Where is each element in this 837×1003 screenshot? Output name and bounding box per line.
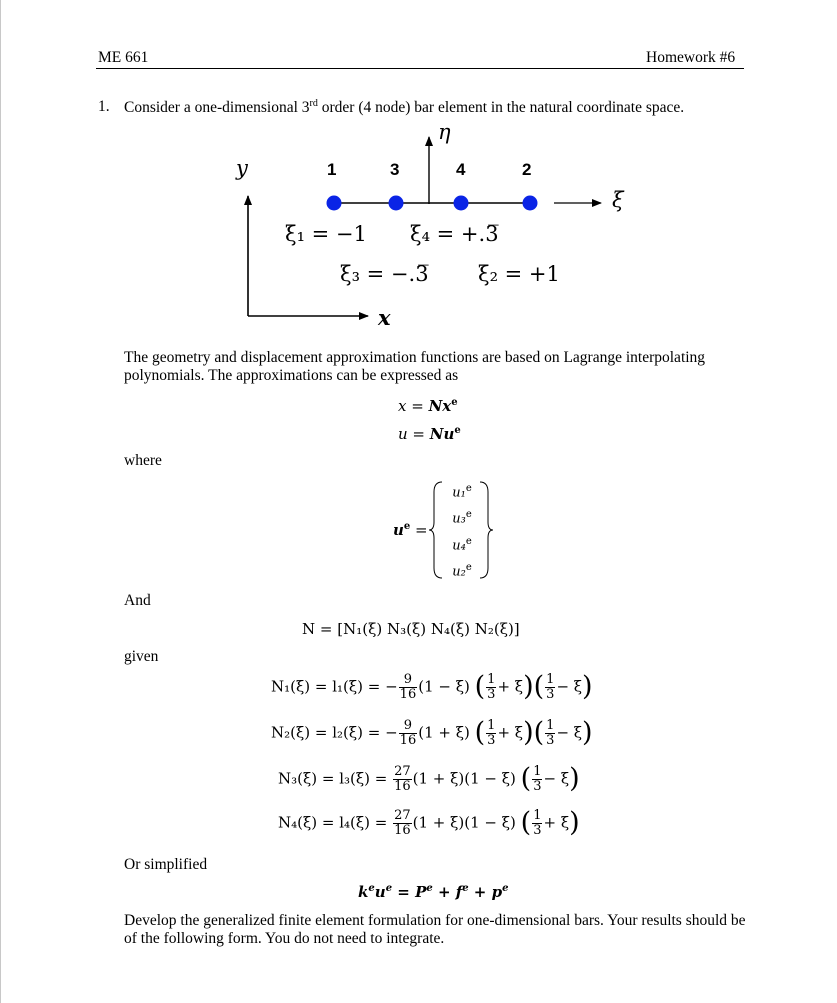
xi2-coord: ξ₂ = +1 [478, 262, 560, 286]
fe-equation: $k^eu^e = P^e + f^e + p^e$ [358, 883, 509, 901]
node-1 [327, 196, 342, 211]
node-1-label: 1 [327, 160, 337, 179]
node-4 [454, 196, 469, 211]
node-4-label: 4 [456, 160, 466, 179]
node-3 [389, 196, 404, 211]
and-label: And [124, 592, 151, 609]
y-axis-label: y [236, 156, 248, 180]
eta-label: η [438, 120, 451, 144]
ue-vector [440, 478, 484, 583]
xi1-coord: ξ₁ = −1 [285, 222, 367, 246]
xi-label: ξ [612, 188, 624, 212]
given-label: given [124, 648, 159, 665]
ue-entry: u₄$^e$ [452, 535, 472, 553]
where-label: where [124, 452, 162, 469]
or-simplified-label: Or simplified [124, 856, 208, 873]
homework-label: Homework #6 [646, 49, 736, 66]
ue-entry: u₃$^e$ [452, 509, 472, 527]
n2-equation: N₂(ξ) = l₂(ξ) = − $\frac{9}{16}$ (1 + ξ) ( $\frac{1}{3}$ + ξ)( $\frac{1}{3}$ − ξ) [271, 717, 593, 748]
xi4-coord: ξ₄ = +.3̅ [410, 222, 499, 246]
node-3-label: 3 [390, 160, 400, 179]
n4-equation: N₄(ξ) = l₄(ξ) = $\frac{27}{16}$ (1 + ξ)(1 − ξ) ( $\frac{1}{3}$ + ξ) [278, 807, 580, 838]
ue-label: $u^e$ = [393, 521, 428, 539]
problem-statement: Consider a one-dimensional 3rd order (4 node) bar element in the natural coordinate space. [124, 98, 685, 117]
shape-function-vector: N = [N₁(ξ) N₃(ξ) N₄(ξ) N₂(ξ)] [302, 620, 520, 638]
geometry-equation: $x = Nx^e$ [398, 397, 458, 415]
problem-number: 1. [98, 98, 110, 115]
course-label: ME 661 [98, 49, 149, 66]
node-2-label: 2 [522, 160, 532, 179]
node-2 [523, 196, 538, 211]
approximation-paragraph: The geometry and displacement approximation functions are based on Lagrange interpolating polynomials. The approximations can be expressed as [124, 349, 706, 384]
displacement-equation: $u = Nu^e$ [398, 425, 461, 443]
ue-entry: u₂$^e$ [452, 561, 472, 580]
final-paragraph: Develop the generalized finite element formulation for one-dimensional bars. Your results should be of the following form. You do not need to integrate. [124, 912, 746, 947]
x-axis-label: x [378, 305, 391, 330]
n3-equation: N₃(ξ) = l₃(ξ) = $\frac{27}{16}$ (1 + ξ)(1 − ξ) ( $\frac{1}{3}$ − ξ) [278, 763, 580, 794]
element-diagram [0, 0, 837, 340]
ue-entry: u₁$^e$ [452, 483, 472, 501]
xi3-coord: ξ₃ = −.3̅ [340, 262, 429, 286]
n1-equation: N₁(ξ) = l₁(ξ) = − $\frac{9}{16}$ (1 − ξ) ( $\frac{1}{3}$ + ξ)( $\frac{1}{3}$ − ξ) [271, 671, 593, 702]
